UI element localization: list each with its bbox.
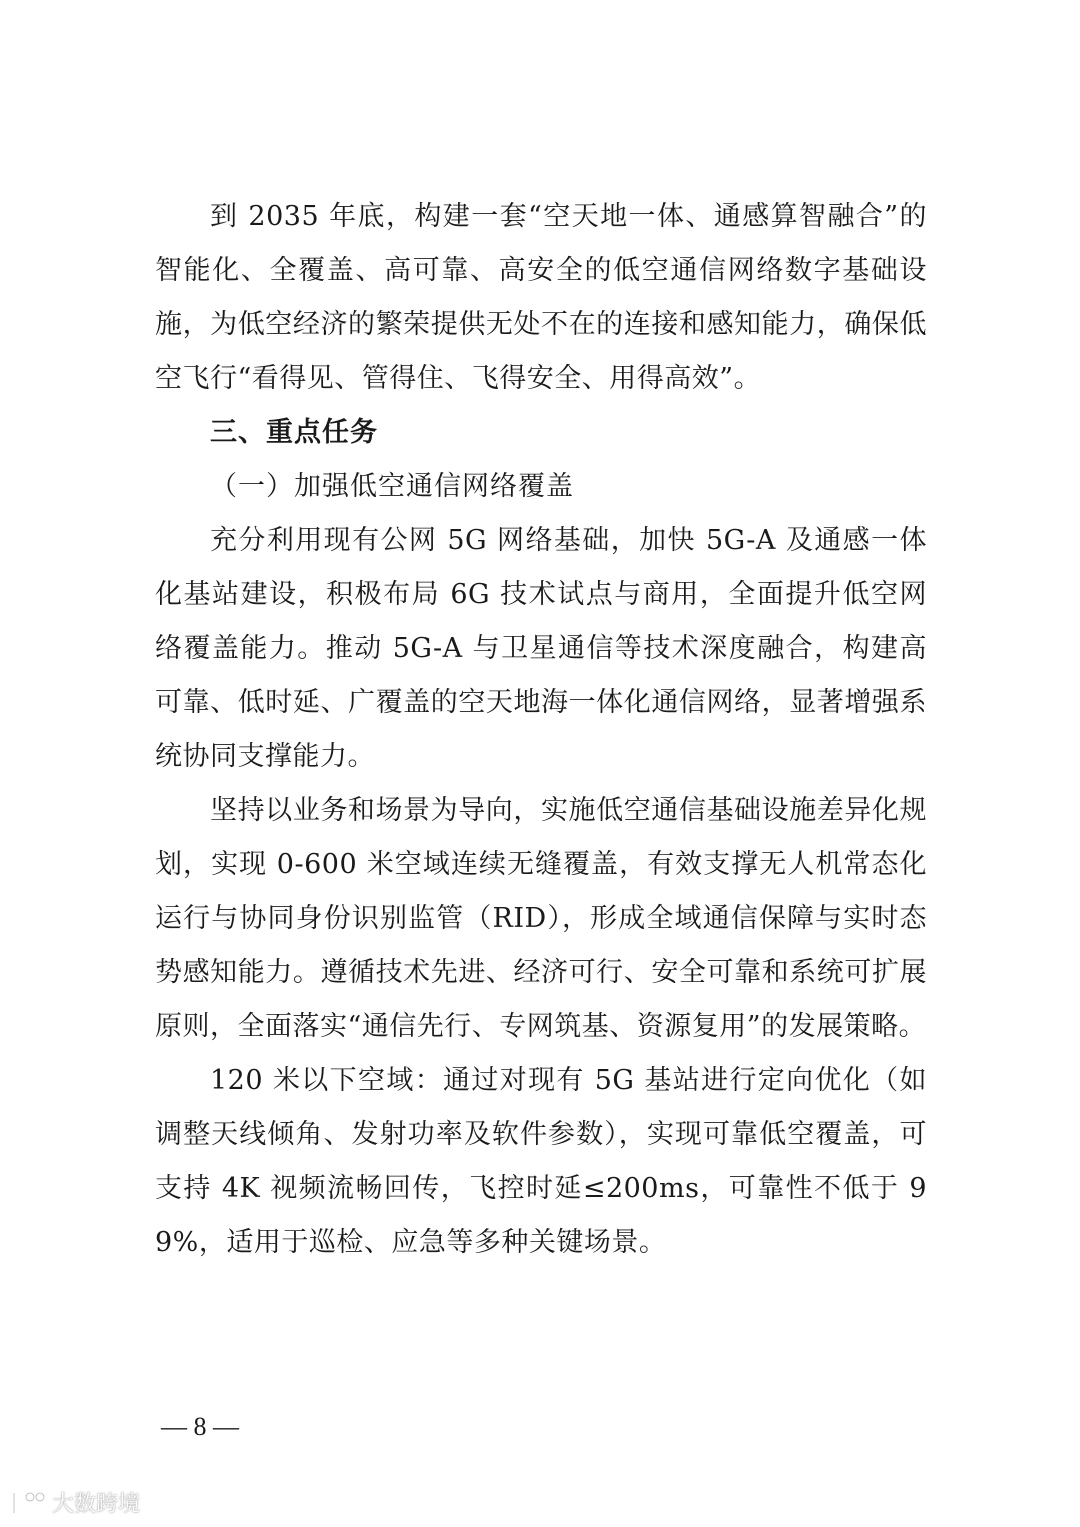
paragraph-5g-network: 充分利用现有公网 5G 网络基础，加快 5G-A 及通感一体化基站建设，积极布局 6G 技术试点与商用，全面提升低空网络覆盖能力。推动 5G-A 与卫星通信等技术深度融合，构建高可靠、低时延、广覆盖的空天地海一体化通信网络，显著增强系统协同支撑能力。 xyxy=(155,525,927,772)
paragraph-below-120m: 120 米以下空域：通过对现有 5G 基站进行定向优化（如调整天线倾角、发射功率及软件参数），实现可靠低空覆盖，可支持 4K 视频流畅回传，飞控时延≤200ms，可靠性不低于 99%，适用于巡检、应急等多种关键场景。 xyxy=(155,1065,927,1258)
subsection-heading-network-coverage: （一）加强低空通信网络覆盖 xyxy=(210,471,574,502)
section-heading-key-tasks: 三、重点任务 xyxy=(210,417,378,448)
watermark xyxy=(8,1487,140,1518)
document-page xyxy=(155,190,927,1270)
paragraph-scenario-planning: 坚持以业务和场景为导向，实施低空通信基础设施差异化规划，实现 0-600 米空域连续无缝覆盖，有效支撑无人机常态化运行与协同身份识别监管（RID），形成全域通信保障与实时态势感知能力。遵循技术先进、经济可行、安全可靠和系统可扩展原则，全面落实“通信先行、专网筑基、资源复用”的发展策略。 xyxy=(155,795,927,1042)
page-number: — 8 — xyxy=(161,1412,239,1441)
paragraph-goal-2035: 到 2035 年底，构建一套“空天地一体、通感算智融合”的智能化、全覆盖、高可靠、高安全的低空通信网络数字基础设施，为低空经济的繁荣提供无处不在的连接和感知能力，确保低空飞行“看得见、管得住、飞得安全、用得高效”。 xyxy=(155,201,927,394)
logo-icon xyxy=(8,1489,46,1517)
watermark-text: 大数跨境 xyxy=(52,1492,141,1517)
